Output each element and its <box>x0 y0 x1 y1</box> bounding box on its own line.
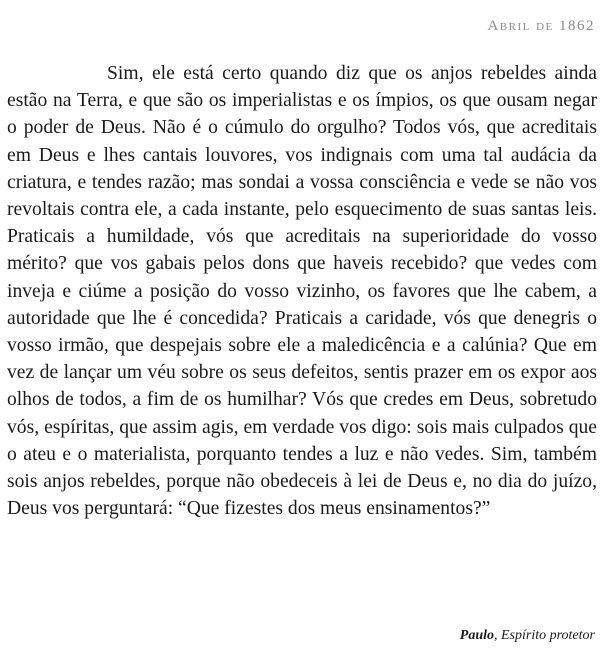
paragraph-text: Sim, ele está certo quando diz que os anjos rebeldes ainda estão na Terra, e que são os imperialistas e os ímpios, os que ousam negar o poder de Deus. Não é o cúmulo do orgulho? Todos vós, que acreditais em Deus e lhes cantais louvores, vos indignais com uma tal audácia da criatura, e tendes razão; mas sondai a vossa consciência e vede se não vos revoltais contra ele, a cada instante, pelo esquecimento de suas santas leis. Praticais a humildade, vós que acreditais na superioridade do vosso mérito? que vos gabais pelos dons que haveis recebido? que vedes com inveja e ciúme a posição do vosso vizinho, os favores que lhe cabem, a autoridade que lhe é concedida? Praticais a caridade, vós que denegris o vosso irmão, que despejais sobre ele a maledicência e a calúnia? Que em vez de lançar um véu sobre os seus defeitos, sentis prazer em os expor aos olhos de todos, a fim de os humilhar? Vós que credes em Deus, sobretudo vós, espíritas, que assim agis, em verdade vos digo: sois mais culpados que o ateu e o materialista, porquanto tendes a luz e não vedes. Sim, também sois anjos rebeldes, porque não obedeceis à lei de Deus e, no dia do juízo, Deus vos perguntará: “Que fizestes dos meus ensinamentos?” <box>7 63 597 520</box>
signature-role: Espírito protetor <box>501 628 595 643</box>
signature <box>460 628 595 644</box>
body-paragraph <box>7 60 597 522</box>
signature-author: Paulo <box>459 628 494 643</box>
running-header <box>487 18 595 35</box>
signature-separator: , <box>494 628 501 643</box>
running-title: Abril de 1862 <box>487 18 595 34</box>
